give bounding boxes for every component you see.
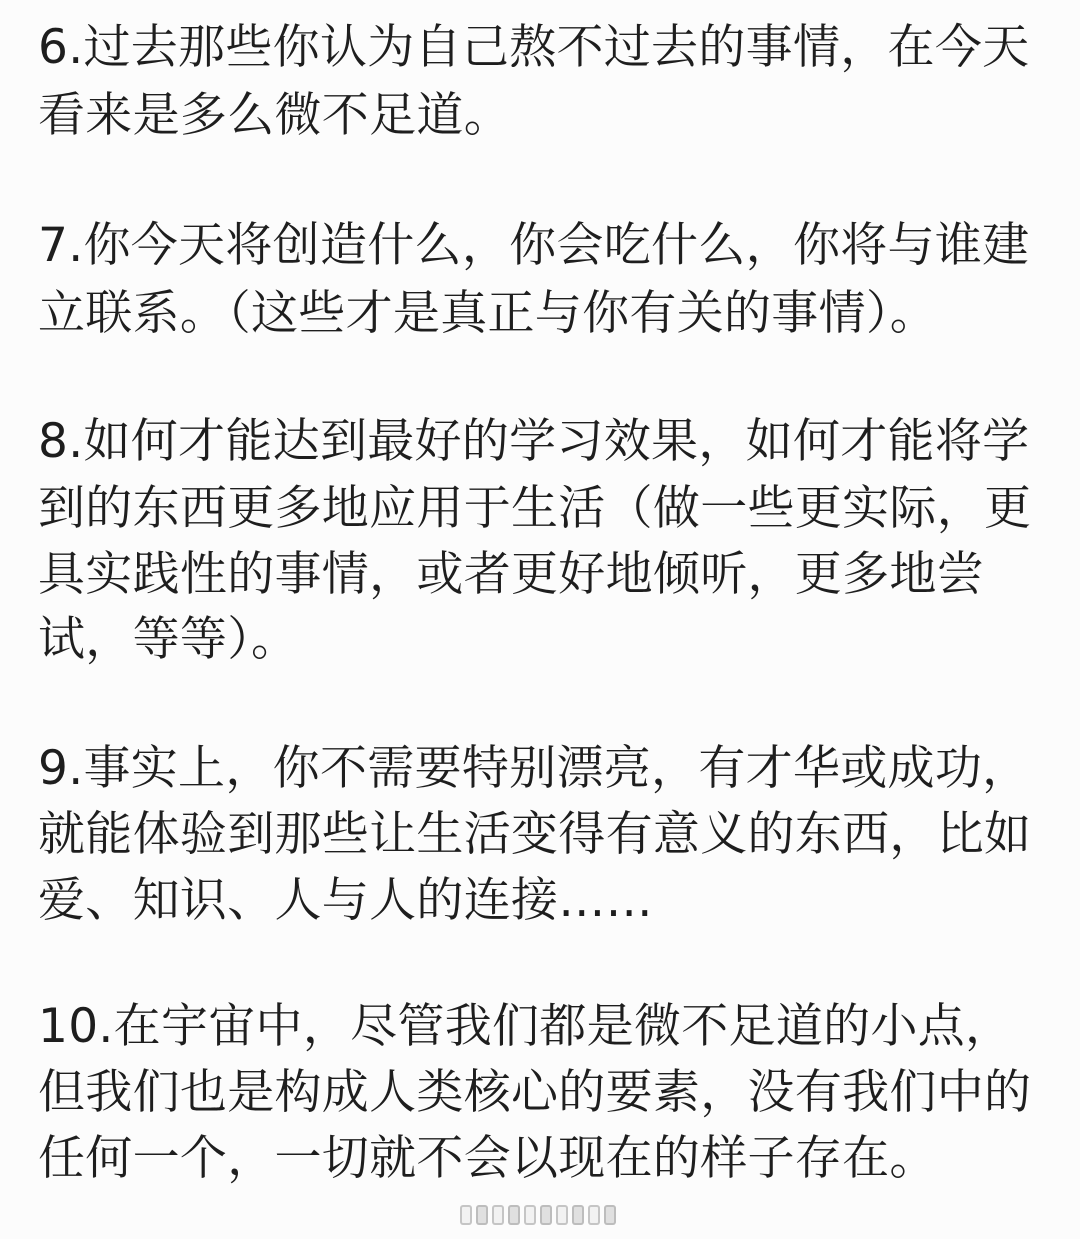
watermark-glyph	[492, 1205, 504, 1225]
paragraph-6-line-1: 6.过去那些你认为自己熬不过去的事情，在今天	[38, 20, 1030, 75]
watermark-glyph	[572, 1205, 584, 1225]
watermark-glyph	[476, 1205, 488, 1225]
watermark-glyph	[508, 1205, 520, 1225]
paragraph-8-line-1: 8.如何才能达到最好的学习效果，如何才能将学	[38, 414, 1030, 469]
watermark-glyph	[604, 1205, 616, 1225]
paragraph-10-line-1: 10.在宇宙中，尽管我们都是微不足道的小点，	[38, 999, 1013, 1054]
paragraph-8-line-3: 具实践性的事情，或者更好地倾听，更多地尝	[38, 547, 984, 602]
paragraph-6-line-2: 看来是多么微不足道。	[38, 88, 511, 143]
paragraph-9-line-3: 爱、知识、人与人的连接……	[38, 873, 653, 928]
watermark-glyph	[540, 1205, 552, 1225]
watermark-glyph	[588, 1205, 600, 1225]
paragraph-10-line-2: 但我们也是构成人类核心的要素，没有我们中的	[38, 1065, 1032, 1120]
paragraph-7-line-1: 7.你今天将创造什么，你会吃什么，你将与谁建	[38, 218, 1030, 273]
paragraph-9-line-2: 就能体验到那些让生活变得有意义的东西，比如	[38, 807, 1032, 862]
watermark-glyph	[460, 1205, 472, 1225]
paragraph-8-line-2: 到的东西更多地应用于生活（做一些更实际，更	[38, 481, 1032, 536]
watermark	[460, 1203, 632, 1227]
watermark-glyph	[556, 1205, 568, 1225]
watermark-glyph	[524, 1205, 536, 1225]
paragraph-10-line-3: 任何一个，一切就不会以现在的样子存在。	[38, 1131, 937, 1186]
paragraph-9-line-1: 9.事实上，你不需要特别漂亮，有才华或成功，	[38, 741, 1030, 796]
paragraph-8-line-4: 试，等等）。	[38, 612, 299, 667]
paragraph-7-line-2: 立联系。（这些才是真正与你有关的事情）。	[38, 286, 937, 341]
